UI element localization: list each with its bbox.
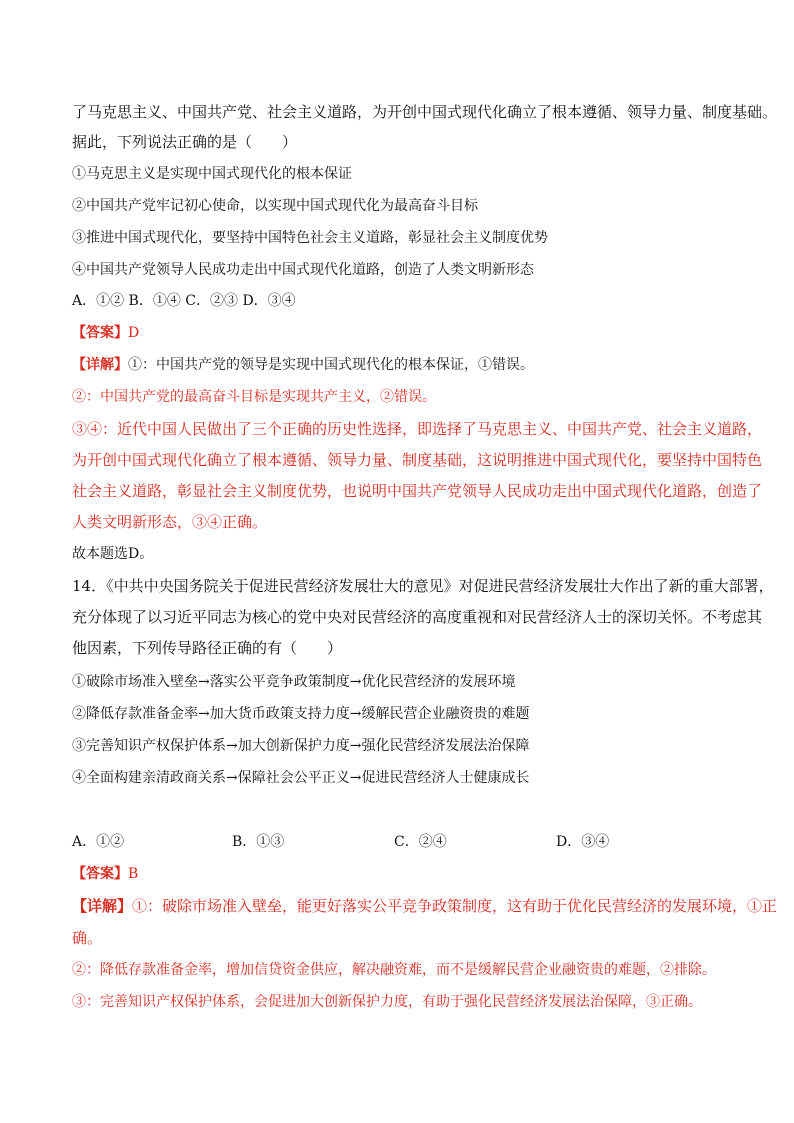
q14-answer-label: 【答案】 bbox=[72, 866, 128, 882]
q13-detail-text1: ①：中国共产党的领导是实现中国式现代化的根本保证，①错误。 bbox=[128, 357, 534, 373]
q13-answer-label: 【答案】 bbox=[72, 325, 128, 341]
q14-stem-line1: 14．《中共中央国务院关于促进民营经济发展壮大的意见》对促进民营经济发展壮大作出了新的重大部署， bbox=[72, 577, 774, 595]
q14-choice-c: C．②④ bbox=[394, 834, 447, 850]
q14-option-4: ④全面构建亲清政商关系→保障社会公平正义→促进民营经济人士健康成长 bbox=[72, 770, 530, 786]
q13-detail-line3: ③④：近代中国人民做出了三个正确的历史性选择，即选择了马克思主义、中国共产党、社会主义道路， bbox=[72, 420, 763, 438]
q13-detail-line4: 为开创中国式现代化确立了根本遵循、领导力量、制度基础，这说明推进中国式现代化，要坚持中国特色 bbox=[72, 451, 763, 469]
q14-detail-line3: ③：完善知识产权保护体系，会促进加大创新保护力度，有助于强化民营经济发展法治保障，③正确。 bbox=[72, 994, 702, 1010]
q13-option-1: ①马克思主义是实现中国式现代化的根本保证 bbox=[72, 166, 352, 182]
q14-option-2: ②降低存款准备金率→加大货币政策支持力度→缓解民营企业融资贵的难题 bbox=[72, 706, 530, 722]
q14-option-1: ①破除市场准入壁垒→落实公平竞争政策制度→优化民营经济的发展环境 bbox=[72, 674, 516, 690]
q13-option-2: ②中国共产党牢记初心使命，以实现中国式现代化为最高奋斗目标 bbox=[72, 198, 478, 214]
q14-detail-line2: ②：降低存款准备金率，增加信贷资金供应，解决融资难，而不是缓解民营企业融资贵的难题，②排除。 bbox=[72, 962, 716, 978]
q14-choice-b: B．①③ bbox=[232, 834, 285, 850]
q13-conclusion: 故本题选D。 bbox=[72, 546, 154, 562]
q13-answer bbox=[72, 323, 139, 343]
q13-detail-line2: ②：中国共产党的最高奋斗目标是实现共产主义，②错误。 bbox=[72, 389, 436, 405]
q14-detail-line1 bbox=[72, 896, 777, 916]
q13-detail-line5: 社会主义道路，彰显社会主义制度优势，也说明中国共产党领导人民成功走出中国式现代化道路，创造了 bbox=[72, 482, 763, 500]
q14-stem-line2: 充分体现了以习近平同志为核心的党中央对民营经济的高度重视和对民营经济人士的深切关怀。不考虑其 bbox=[72, 608, 763, 626]
q13-detail-label: 【详解】 bbox=[72, 357, 128, 373]
q13-option-4: ④中国共产党领导人民成功走出中国式现代化道路，创造了人类文明新形态 bbox=[72, 262, 534, 278]
q14-answer bbox=[72, 864, 138, 884]
q14-choice-a: A．①② bbox=[72, 834, 125, 850]
q14-detail-text1: ①：破除市场准入壁垒，能更好落实公平竞争政策制度，这有助于优化民营经济的发展环境，①正 bbox=[132, 897, 778, 915]
q14-option-3: ③完善知识产权保护体系→加大创新保护力度→强化民营经济发展法治保障 bbox=[72, 738, 530, 754]
q14-detail-line1b: 确。 bbox=[72, 929, 103, 947]
q14-detail-label: 【详解】 bbox=[72, 897, 133, 915]
q13-answer-value: D bbox=[128, 325, 140, 341]
q13-detail-line6: 人类文明新形态，③④正确。 bbox=[72, 513, 268, 531]
q13-detail-line1 bbox=[72, 355, 534, 375]
q13-stem-line1: 了马克思主义、中国共产党、社会主义道路，为开创中国式现代化确立了根本遵循、领导力量、制度基础。 bbox=[72, 103, 778, 121]
q13-choices: A．①② B．①④ C．②③ D．③④ bbox=[72, 293, 296, 309]
q13-stem-line2: 据此，下列说法正确的是（ ） bbox=[72, 133, 298, 151]
q13-option-3: ③推进中国式现代化，要坚持中国特色社会主义道路，彰显社会主义制度优势 bbox=[72, 230, 548, 246]
q14-stem-line3: 他因素，下列传导路径正确的有（ ） bbox=[72, 639, 343, 657]
q14-choice-d: D．③④ bbox=[556, 834, 610, 850]
q14-answer-value: B bbox=[128, 866, 139, 882]
